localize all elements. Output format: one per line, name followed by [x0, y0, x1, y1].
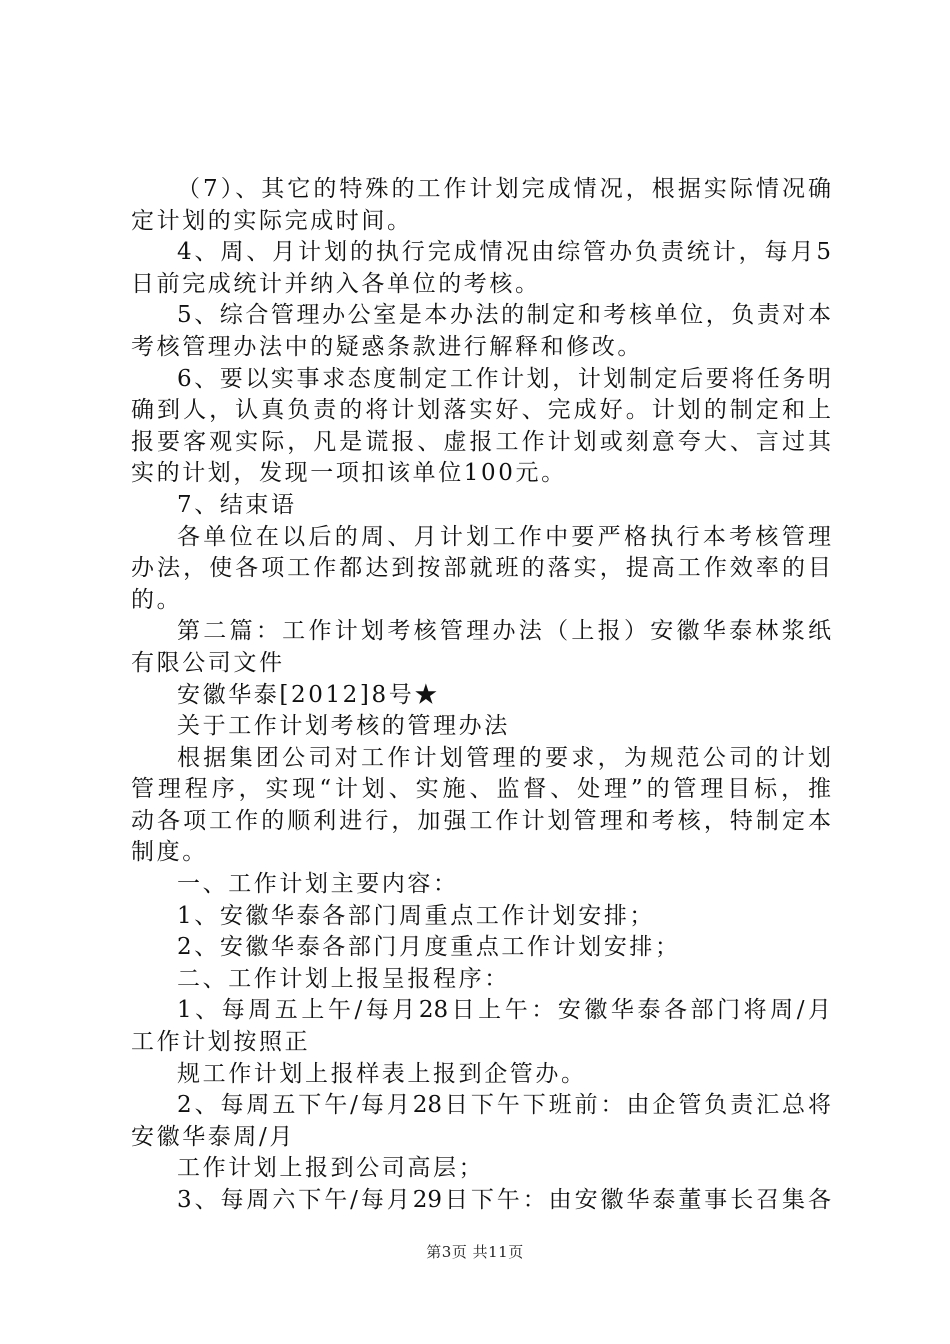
text-line: 工作计划按照正 [131, 1029, 311, 1056]
text-line: 7、结束语 [177, 491, 297, 518]
text-line: 日前完成统计并纳入各单位的考核。 [131, 270, 541, 297]
text-line: 确到人，认真负责的将计划落实好、完成好。计划的制定和上 [131, 397, 831, 424]
text-line: （7）、其它的特殊的工作计划完成情况，根据实际情况确 [177, 176, 831, 202]
text-line: 制度。 [131, 839, 208, 866]
text-line: 的。 [131, 586, 183, 613]
text-line: 2、每周五下午/每月28日下午下班前：由企管负责汇总将 [177, 1092, 831, 1119]
text-line: 各单位在以后的周、月计划工作中要严格执行本考核管理 [177, 523, 831, 550]
page-footer: 第3页 共11页 [426, 1243, 524, 1261]
text-line: 管理程序，实现“计划、实施、监督、处理”的管理目标，推 [131, 776, 831, 803]
text-line: 规工作计划上报样表上报到企管办。 [177, 1060, 587, 1087]
text-line: 实的计划，发现一项扣该单位100元。 [131, 460, 567, 487]
text-line: 定计划的实际完成时间。 [131, 207, 413, 234]
text-line: 工作计划上报到公司高层； [177, 1155, 485, 1182]
text-line: 3、每周六下午/每月29日下午：由安徽华泰董事长召集各 [177, 1187, 831, 1213]
text-line: 一、工作计划主要内容： [177, 871, 459, 898]
text-line: 二、工作计划上报呈报程序： [177, 965, 510, 992]
text-line: 5、综合管理办公室是本办法的制定和考核单位，负责对本 [177, 302, 831, 329]
text-line: 安徽华泰周/月 [131, 1123, 295, 1150]
text-line: 2、安徽华泰各部门月度重点工作计划安排； [177, 934, 681, 961]
text-line: 第二篇：工作计划考核管理办法（上报）安徽华泰林浆纸 [177, 618, 831, 645]
text-line: 安徽华泰[2012]8号★ [177, 681, 440, 708]
document-body [131, 174, 831, 1217]
text-line: 报要客观实际，凡是谎报、虚报工作计划或刻意夸大、言过其 [131, 428, 831, 455]
text-line: 考核管理办法中的疑惑条款进行解释和修改。 [131, 333, 643, 360]
text-line: 1、安徽华泰各部门周重点工作计划安排； [177, 902, 656, 929]
text-line: 6、要以实事求态度制定工作计划，计划制定后要将任务明 [177, 365, 831, 392]
text-line: 有限公司文件 [131, 649, 285, 676]
text-line: 4、周、月计划的执行完成情况由综管办负责统计，每月5 [177, 239, 831, 266]
text-line: 关于工作计划考核的管理办法 [177, 713, 510, 740]
text-line: 动各项工作的顺利进行，加强工作计划管理和考核，特制定本 [131, 807, 831, 834]
text-line: 办法，使各项工作都达到按部就班的落实，提高工作效率的目 [131, 555, 831, 582]
text-line: 根据集团公司对工作计划管理的要求，为规范公司的计划 [177, 744, 831, 771]
text-line: 1、每周五上午/每月28日上午：安徽华泰各部门将周/月 [177, 997, 831, 1024]
